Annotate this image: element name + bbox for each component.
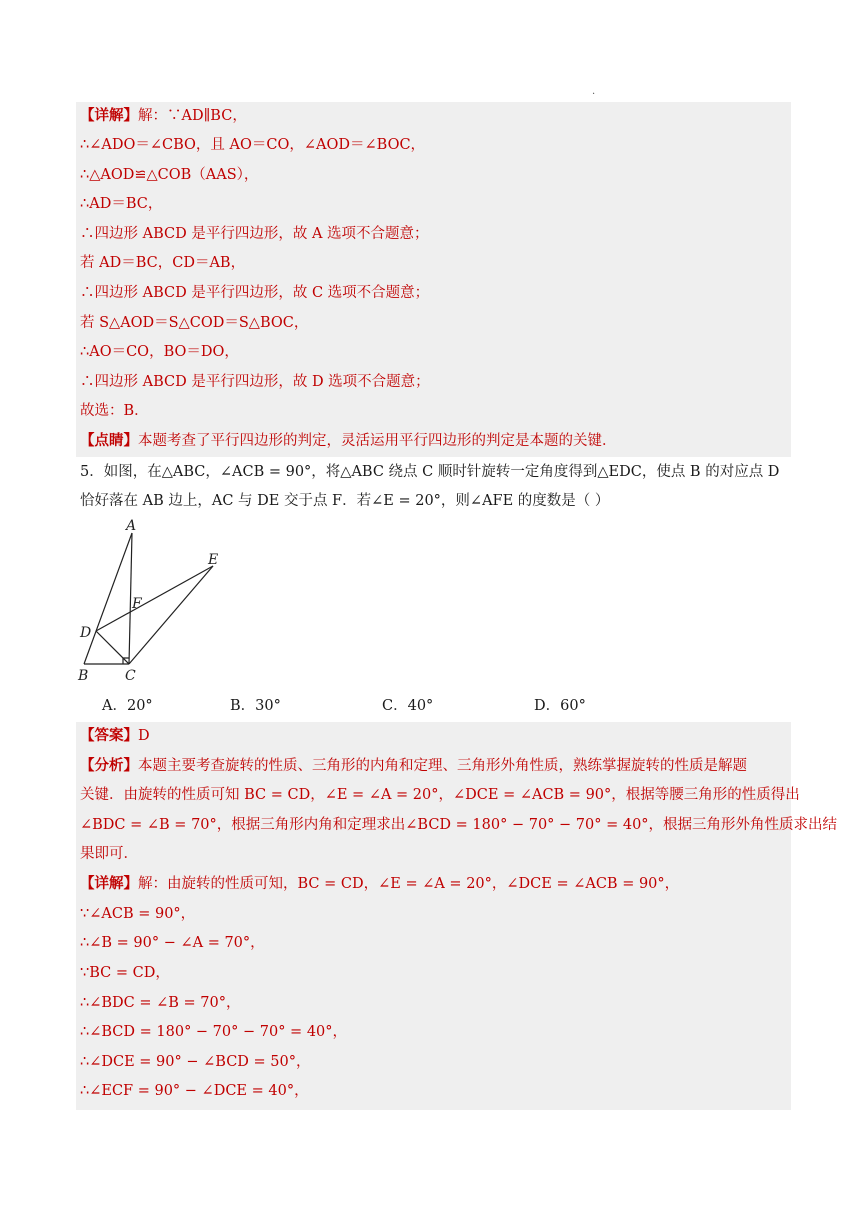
question-5-line-1: 5．如图，在△ABC，∠ACB = 90°，将△ABC 绕点 C 顺时针旋转一定角度得到△EDC，使点 B 的对应点 D [80, 464, 780, 480]
explain-line: 【详解】解：∵AD∥BC， [80, 107, 247, 124]
explain-line: ∴AD＝BC， [80, 196, 163, 212]
analysis-line: 关键．由旋转的性质可知 BC = CD，∠E = ∠A = 20°，∠DCE = ∠ACB = 90°，根据等腰三角形的性质得出 [80, 787, 800, 803]
explain-line: ∴四边形 ABCD 是平行四边形，故 D 选项不合题意； [80, 374, 430, 390]
segment-dc [96, 631, 129, 664]
explain-line: 若 S△AOD＝S△COD＝S△BOC， [80, 315, 309, 331]
label-d: D [80, 625, 92, 641]
explain-line: ∴∠DCE = 90° − ∠BCD = 50°， [80, 1054, 311, 1070]
explain-line: 【详解】解：由旋转的性质可知，BC = CD，∠E = ∠A = 20°，∠DCE = ∠ACB = 90°， [80, 875, 680, 892]
explain-line: ∴△AOD≌△COB（AAS）， [80, 167, 259, 183]
explain-line: ∴∠B = 90° − ∠A = 70°， [80, 935, 265, 951]
option-b: B．30° [230, 698, 281, 714]
explain-line: ∴∠BCD = 180° − 70° − 70° = 40°， [80, 1024, 348, 1040]
explain-line: ∴四边形 ABCD 是平行四边形，故 A 选项不合题意； [80, 226, 429, 242]
header-mark: . [592, 86, 596, 97]
answer-line: 【答案】D [80, 727, 150, 744]
explain-line: ∵BC = CD， [80, 965, 170, 981]
label-e: E [208, 552, 219, 568]
explanation-block-q4 [76, 102, 791, 457]
analysis-line: ∠BDC = ∠B = 70°，根据三角形内角和定理求出∠BCD = 180° − 70° − 70° = 40°，根据三角形外角性质求出结 [80, 817, 838, 833]
explain-line: ∴∠BDC = ∠B = 70°， [80, 995, 241, 1011]
explain-line: 故选：B． [80, 403, 149, 419]
option-a: A．20° [102, 698, 153, 714]
analysis-line: 果即可． [80, 846, 138, 862]
analysis-line: 【分析】本题主要考查旋转的性质、三角形的内角和定理、三角形外角性质，熟练掌握旋转的性质是解题 [80, 757, 747, 774]
label-a: A [126, 518, 137, 534]
option-d: D．60° [534, 698, 586, 714]
label-c: C [125, 668, 136, 684]
segment-ab [84, 533, 132, 664]
option-c: C．40° [382, 698, 434, 714]
comment-line: 【点睛】本题考查了平行四边形的判定，灵活运用平行四边形的判定是本题的关键． [80, 432, 617, 449]
label-b: B [78, 668, 89, 684]
segment-ec [129, 566, 213, 664]
explain-line: 若 AD＝BC，CD＝AB， [80, 255, 246, 271]
geometry-figure [70, 515, 230, 685]
explain-line: ∴四边形 ABCD 是平行四边形，故 C 选项不合题意； [80, 285, 430, 301]
question-5-line-2: 恰好落在 AB 边上，AC 与 DE 交于点 F．若∠E = 20°，则∠AFE 的度数是（ ） [80, 493, 610, 509]
explain-line: ∴∠ADO＝∠CBO，且 AO＝CO，∠AOD＝∠BOC， [80, 137, 426, 153]
label-f: F [132, 596, 142, 612]
explain-line: ∴∠ECF = 90° − ∠DCE = 40°， [80, 1083, 309, 1099]
explain-line: ∵∠ACB = 90°， [80, 906, 196, 922]
segment-de [96, 566, 213, 631]
explain-line: ∴AO＝CO，BO＝DO， [80, 344, 239, 360]
